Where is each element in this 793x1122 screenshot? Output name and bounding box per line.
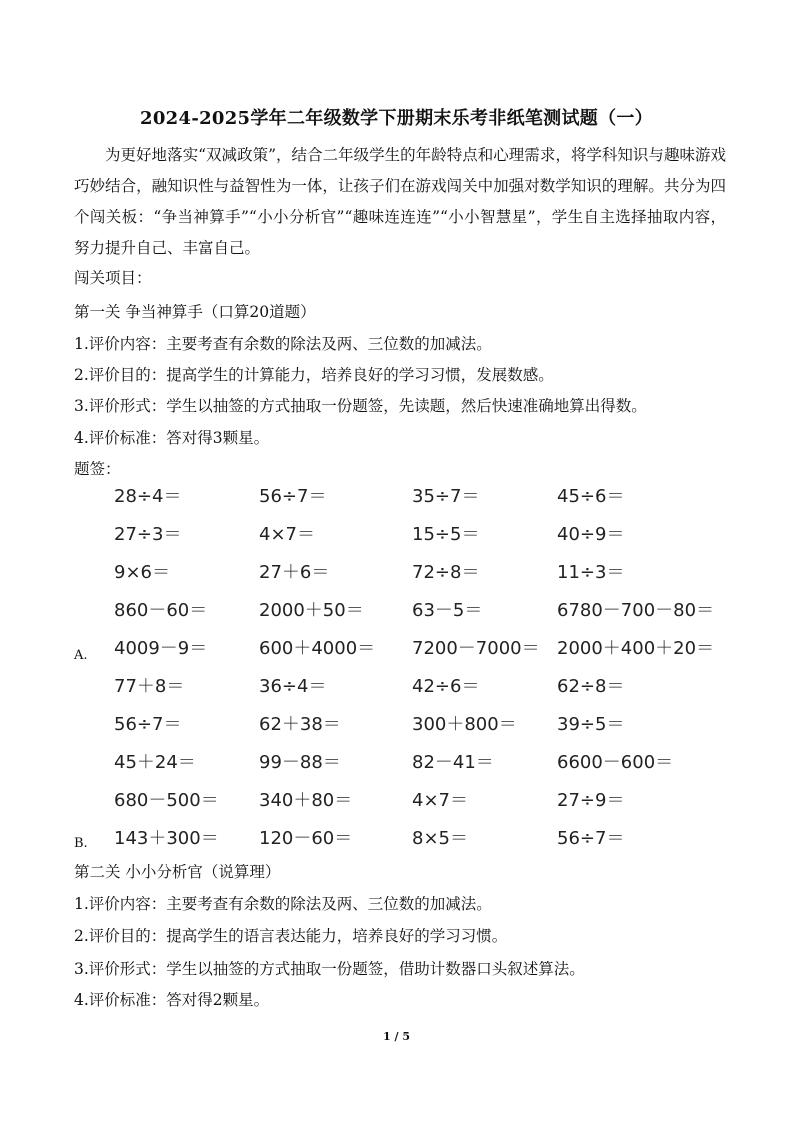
problem: 63－5＝ [412, 600, 483, 621]
problem: 7200－7000＝ [412, 638, 540, 659]
level1-item: 2.评价目的：提高学生的计算能力，培养良好的学习习惯，发展数感。 [74, 366, 554, 384]
group-a-label: A. [74, 648, 88, 663]
problem: 860－60＝ [114, 600, 208, 621]
problem: 4009－9＝ [114, 638, 208, 659]
problem: 62÷8＝ [557, 676, 625, 697]
problem: 2000＋50＝ [259, 600, 364, 621]
problem: 45÷6＝ [557, 486, 625, 507]
problem: 600＋4000＝ [259, 638, 376, 659]
level2-item: 3.评价形式：学生以抽签的方式抽取一份题签，借助计数器口头叙述算法。 [74, 960, 585, 978]
problem: 6600－600＝ [557, 752, 674, 773]
level1-item: 4.评价标准：答对得3颗星。 [74, 429, 270, 447]
problem: 36÷4＝ [259, 676, 327, 697]
problem-row [114, 520, 714, 558]
problem: 4×7＝ [412, 790, 468, 811]
problem-row [114, 634, 714, 672]
problem-row [114, 596, 714, 634]
problem: 2000＋400＋20＝ [557, 638, 715, 659]
level1-heading: 第一关 争当神算手（口算20道题） [74, 303, 316, 321]
problem: 35÷7＝ [412, 486, 480, 507]
problem: 27＋6＝ [259, 562, 330, 583]
projects-label: 闯关项目： [74, 269, 152, 287]
problem-row [114, 672, 714, 710]
level2-item: 1.评价内容：主要考查有余数的除法及两、三位数的加减法。 [74, 895, 492, 913]
problem: 300＋800＝ [412, 714, 517, 735]
problem-row [114, 482, 714, 520]
problem: 120－60＝ [259, 828, 353, 849]
problem: 27÷3＝ [114, 524, 182, 545]
intro-paragraph: 为更好地落实“双减政策”，结合二年级学生的年龄特点和心理需求，将学科知识与趣味游戏巧妙结合，融知识性与益智性为一体，让孩子们在游戏闯关中加强对数学知识的理解。共分为四个闯关板：“争当神算手”“小小分析官”“趣味连连连”“小小智慧星”，学生自主选择抽取内容，努力提升自己、丰富自己。 [74, 146, 726, 257]
slips-label: 题签： [74, 460, 121, 478]
group-b-label: B. [74, 836, 88, 851]
problem: 42÷6＝ [412, 676, 480, 697]
problem: 27÷9＝ [557, 790, 625, 811]
page-number: 1 / 5 [383, 1030, 410, 1043]
problem: 15÷5＝ [412, 524, 480, 545]
problem: 56÷7＝ [114, 714, 182, 735]
problem: 39÷5＝ [557, 714, 625, 735]
problem: 56÷7＝ [259, 486, 327, 507]
problem: 72÷8＝ [412, 562, 480, 583]
problem: 8×5＝ [412, 828, 468, 849]
level2-heading: 第二关 小小分析官（说算理） [74, 863, 281, 881]
problem: 62＋38＝ [259, 714, 341, 735]
problem-row [114, 824, 714, 862]
problem-row [114, 710, 714, 748]
document-title: 2024-2025学年二年级数学下册期末乐考非纸笔测试题（一） [140, 108, 653, 129]
problem: 56÷7＝ [557, 828, 625, 849]
problem: 680－500＝ [114, 790, 219, 811]
problem: 11÷3＝ [557, 562, 625, 583]
problem-row [114, 748, 714, 786]
problem: 6780－700－80＝ [557, 600, 715, 621]
level2-item: 2.评价目的：提高学生的语言表达能力，培养良好的学习习惯。 [74, 927, 508, 945]
problem: 28÷4＝ [114, 486, 182, 507]
problem: 45＋24＝ [114, 752, 196, 773]
problem: 99－88＝ [259, 752, 341, 773]
problem: 40÷9＝ [557, 524, 625, 545]
problem-grid [114, 482, 714, 862]
level1-item: 3.评价形式：学生以抽签的方式抽取一份题签，先读题，然后快速准确地算出得数。 [74, 397, 647, 415]
level2-item: 4.评价标准：答对得2颗星。 [74, 991, 270, 1009]
problem: 340＋80＝ [259, 790, 353, 811]
level1-item: 1.评价内容：主要考查有余数的除法及两、三位数的加减法。 [74, 335, 492, 353]
problem: 9×6＝ [114, 562, 170, 583]
problem: 82－41＝ [412, 752, 494, 773]
problem-row [114, 786, 714, 824]
problem: 77＋8＝ [114, 676, 185, 697]
problem: 4×7＝ [259, 524, 315, 545]
problem-row [114, 558, 714, 596]
problem: 143＋300＝ [114, 828, 219, 849]
